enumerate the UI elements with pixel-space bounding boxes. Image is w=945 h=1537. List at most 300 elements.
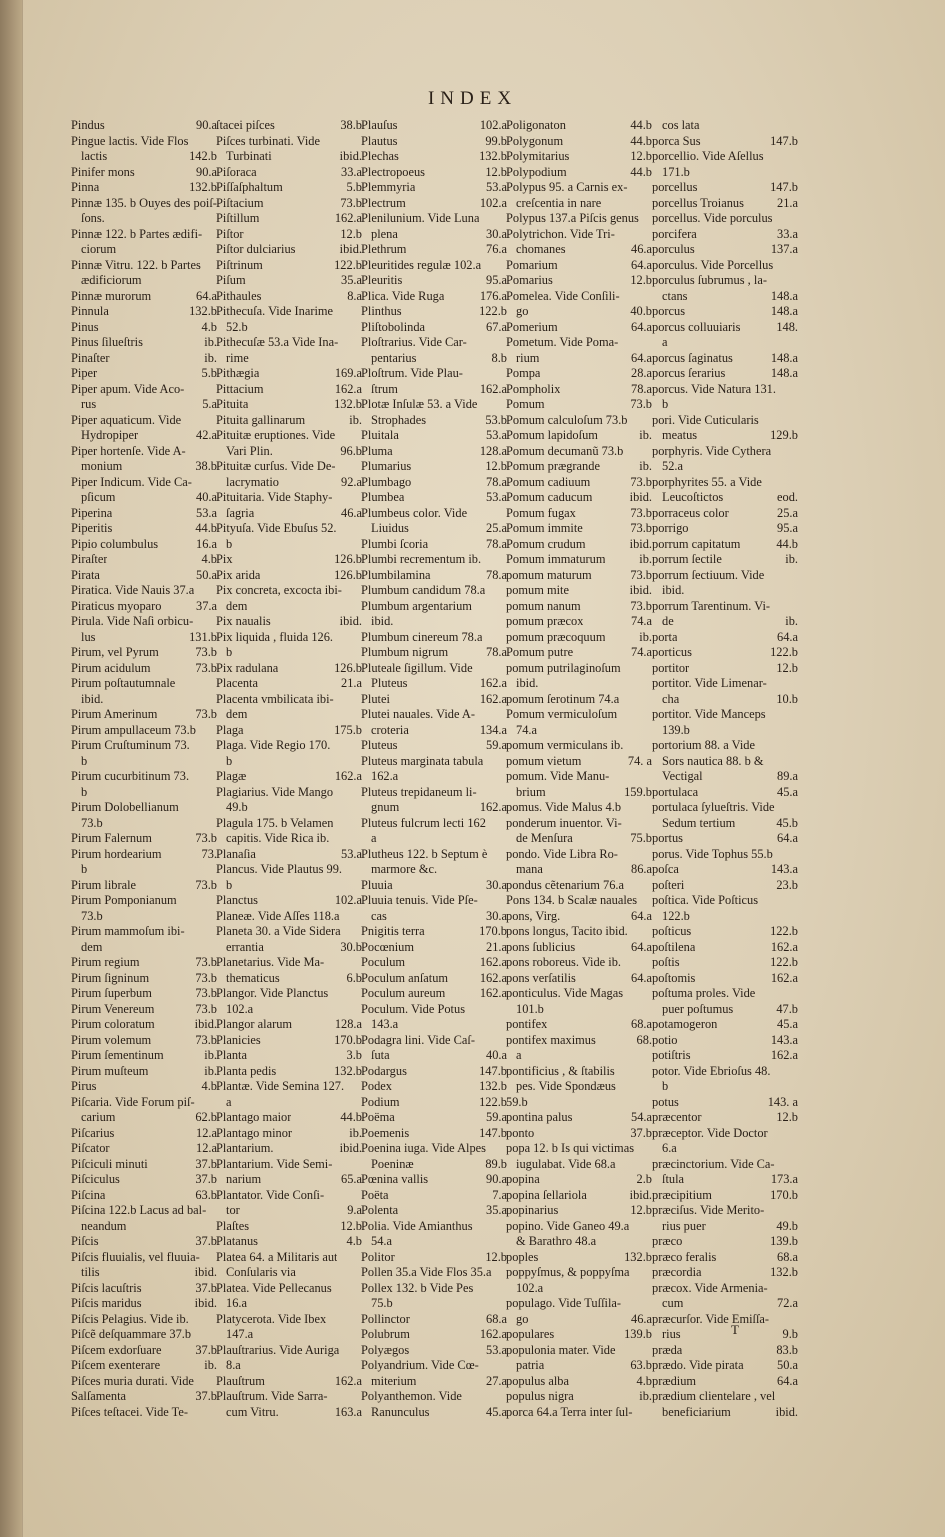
index-entry bbox=[71, 692, 217, 708]
entry-reference: 38.b bbox=[340, 118, 362, 132]
entry-reference: 5.b bbox=[201, 366, 217, 380]
entry-term: portus bbox=[652, 831, 683, 845]
entry-term: Plumbum nigrum bbox=[361, 645, 449, 659]
index-entry bbox=[216, 459, 362, 475]
index-entry bbox=[216, 1126, 362, 1142]
entry-term: porcus. Vide Natura 131. bbox=[652, 381, 776, 396]
entry-term: & Barathro 48.a bbox=[516, 1234, 597, 1248]
entry-term: Pluteus trepidaneum li- bbox=[361, 784, 477, 799]
entry-term: Polytrichon. Vide Tri- bbox=[506, 226, 615, 241]
entry-reference: ibid. bbox=[339, 149, 362, 163]
entry-term: præciſus. Vide Merito- bbox=[652, 1203, 765, 1217]
index-entry bbox=[71, 428, 217, 444]
index-entry bbox=[652, 754, 798, 770]
entry-term: Piſcator bbox=[71, 1141, 110, 1155]
entry-reference: ib. bbox=[204, 1063, 217, 1078]
entry-reference: 96.b bbox=[340, 443, 362, 458]
index-entry bbox=[216, 444, 362, 460]
entry-reference: 122.b bbox=[770, 645, 798, 659]
index-entry bbox=[71, 351, 217, 367]
entry-term: Plancus. Vide Plautus 99. bbox=[216, 862, 343, 876]
index-entry bbox=[652, 924, 798, 940]
entry-reference: 8.b bbox=[491, 350, 507, 365]
entry-term: Plauſus bbox=[361, 118, 398, 132]
entry-term: porcus ſaginatus bbox=[652, 350, 733, 365]
entry-term: carium bbox=[81, 1110, 116, 1124]
entry-reference: 53.a bbox=[486, 180, 507, 194]
entry-reference: 73.b bbox=[630, 397, 652, 411]
entry-term: pentarius bbox=[371, 350, 417, 365]
entry-term: popinarius bbox=[506, 1203, 559, 1217]
entry-term: Pinnæ 135. b Ouyes des poiſ- bbox=[71, 195, 217, 210]
entry-reference: 143.a bbox=[770, 1032, 798, 1047]
page-header: INDEX bbox=[427, 88, 518, 109]
index-entry bbox=[71, 847, 217, 863]
entry-reference: 4.b bbox=[201, 319, 217, 334]
index-entry bbox=[216, 816, 362, 832]
entry-term: Pithecuſa. Vide Inarime bbox=[216, 304, 334, 318]
index-entry bbox=[652, 1250, 798, 1266]
entry-term: poſticus bbox=[652, 924, 692, 938]
entry-reference: 33.a bbox=[777, 226, 798, 241]
entry-term: poples bbox=[506, 1249, 539, 1264]
index-entry bbox=[361, 459, 507, 475]
entry-reference: ib. bbox=[204, 350, 217, 365]
index-entry bbox=[71, 180, 217, 196]
index-entry bbox=[71, 583, 217, 599]
entry-term: croteria bbox=[371, 722, 409, 737]
index-entry bbox=[506, 351, 652, 367]
entry-term: capitis. Vide Rica ib. bbox=[226, 831, 330, 845]
entry-reference: 50.a bbox=[777, 1358, 798, 1372]
entry-term: Piſtor dulciarius bbox=[216, 242, 296, 256]
entry-term: Piraſter bbox=[71, 552, 108, 566]
index-entry bbox=[652, 1079, 798, 1095]
entry-reference: 6.b bbox=[346, 970, 362, 985]
entry-reference: 12.b bbox=[340, 226, 362, 241]
entry-term: errantia bbox=[226, 939, 264, 954]
index-entry bbox=[652, 1017, 798, 1033]
entry-term: pondo. Vide Libra Ro- bbox=[506, 846, 618, 861]
index-entry bbox=[361, 428, 507, 444]
entry-reference: 45.a bbox=[486, 1404, 507, 1419]
entry-term: Pollinctor bbox=[361, 1311, 410, 1326]
entry-term: Pirum librale bbox=[71, 877, 137, 892]
entry-term: porphyrites 55. a Vide bbox=[652, 474, 762, 489]
index-entry bbox=[652, 273, 798, 289]
index-entry bbox=[71, 754, 217, 770]
entry-reference: 162.a bbox=[479, 1327, 507, 1341]
entry-term: poſtilena bbox=[652, 939, 696, 954]
index-entry bbox=[506, 506, 652, 522]
index-entry bbox=[216, 1250, 362, 1266]
index-entry bbox=[361, 1141, 507, 1157]
index-entry bbox=[216, 227, 362, 243]
entry-reference: 162.a bbox=[770, 939, 798, 954]
index-entry bbox=[506, 1405, 652, 1421]
entry-term: Piſcaria. Vide Forum piſ- bbox=[71, 1094, 195, 1109]
entry-term: b bbox=[226, 645, 233, 659]
entry-term: Pix radulana bbox=[216, 660, 279, 675]
entry-reference: 73.b bbox=[630, 567, 652, 582]
entry-term: pons, Virg. bbox=[506, 908, 561, 923]
entry-term: 139.b bbox=[662, 722, 690, 737]
index-entry bbox=[506, 227, 652, 243]
entry-reference: 142.b bbox=[189, 149, 217, 163]
index-entry bbox=[506, 1079, 652, 1095]
entry-reference: 75.b bbox=[630, 831, 652, 845]
index-entry bbox=[71, 506, 217, 522]
entry-term: rime bbox=[226, 350, 249, 365]
index-entry bbox=[361, 1079, 507, 1095]
index-entry bbox=[216, 1188, 362, 1204]
entry-term: Plectropoeus bbox=[361, 164, 426, 179]
entry-term: Podagra lini. Vide Caſ- bbox=[361, 1032, 475, 1047]
entry-term: porta bbox=[652, 629, 678, 644]
entry-term: Pons 134. b Scalæ nauales bbox=[506, 893, 638, 907]
entry-term: Pirum Venereum bbox=[71, 1001, 155, 1016]
entry-term: Pinaſter bbox=[71, 350, 110, 365]
entry-reference: 128.a bbox=[479, 443, 507, 458]
entry-reference: 128.a bbox=[334, 1017, 362, 1031]
entry-reference: 44.b bbox=[630, 133, 652, 148]
index-entry bbox=[361, 800, 507, 816]
entry-term: Plinthus bbox=[361, 304, 402, 318]
index-entry bbox=[216, 692, 362, 708]
entry-reference: 92.a bbox=[341, 474, 362, 489]
index-entry bbox=[71, 1203, 217, 1219]
index-entry bbox=[71, 630, 217, 646]
index-entry bbox=[361, 475, 507, 491]
index-entry bbox=[506, 475, 652, 491]
entry-term: Placenta vmbilicata ibi- bbox=[216, 691, 334, 706]
entry-reference: 143. a bbox=[767, 1094, 798, 1109]
index-entry bbox=[361, 1157, 507, 1173]
index-entry bbox=[506, 1265, 652, 1281]
entry-term: populonia mater. Vide bbox=[506, 1342, 616, 1357]
index-entry bbox=[652, 180, 798, 196]
index-entry bbox=[652, 366, 798, 382]
entry-reference: ibid. bbox=[629, 1187, 652, 1202]
entry-term: Pirum Falernum bbox=[71, 831, 152, 845]
entry-term: 59.b bbox=[506, 1094, 528, 1109]
index-entry bbox=[71, 1389, 217, 1405]
index-entry bbox=[71, 738, 217, 754]
entry-term: neandum bbox=[81, 1218, 127, 1233]
entry-term: Piſſaſphaltum bbox=[216, 180, 283, 194]
index-column-4 bbox=[506, 118, 652, 1420]
entry-reference: 47.b bbox=[776, 1001, 798, 1016]
index-entry bbox=[506, 1095, 652, 1111]
entry-term: Pomerium bbox=[506, 319, 558, 334]
index-entry bbox=[71, 661, 217, 677]
entry-term: a bbox=[226, 1094, 232, 1109]
entry-term: Pomarium bbox=[506, 257, 558, 272]
entry-term: Ploſtrum. Vide Plau- bbox=[361, 366, 463, 380]
index-entry bbox=[652, 1172, 798, 1188]
index-entry bbox=[71, 258, 217, 274]
index-entry bbox=[71, 1265, 217, 1281]
index-entry bbox=[361, 304, 507, 320]
entry-term: ciorum bbox=[81, 242, 117, 256]
entry-reference: 95.a bbox=[486, 273, 507, 287]
index-entry bbox=[216, 707, 362, 723]
entry-reference: 27.a bbox=[486, 1373, 507, 1388]
index-entry bbox=[216, 196, 362, 212]
index-entry bbox=[361, 1374, 507, 1390]
entry-reference: ib. bbox=[639, 1389, 652, 1403]
index-entry bbox=[71, 893, 217, 909]
entry-reference: 53.a bbox=[196, 505, 217, 520]
entry-term: pomum præcoquum bbox=[506, 629, 606, 644]
index-entry bbox=[71, 537, 217, 553]
entry-term: pontifex maximus bbox=[506, 1032, 596, 1047]
entry-term: rus bbox=[81, 397, 97, 411]
entry-term: ibid. bbox=[516, 676, 539, 690]
entry-term: portitor. Vide Manceps bbox=[652, 707, 766, 721]
index-entry bbox=[506, 428, 652, 444]
index-entry bbox=[506, 924, 652, 940]
entry-term: Pix bbox=[216, 552, 233, 566]
index-entry bbox=[506, 1048, 652, 1064]
entry-reference: 162.a bbox=[479, 800, 507, 814]
entry-reference: 42.a bbox=[196, 428, 217, 442]
index-entry bbox=[652, 1110, 798, 1126]
index-entry bbox=[71, 196, 217, 212]
index-entry bbox=[361, 118, 507, 134]
entry-term: Plumbilamina bbox=[361, 567, 431, 582]
index-entry bbox=[361, 1203, 507, 1219]
entry-reference: 73.b bbox=[195, 1001, 217, 1016]
entry-reference: 21.a bbox=[341, 676, 362, 690]
entry-reference: 163.a bbox=[334, 1404, 362, 1419]
index-entry bbox=[652, 211, 798, 227]
entry-reference: ib. bbox=[639, 428, 652, 442]
entry-term: Pocœnium bbox=[361, 939, 415, 954]
entry-reference: 73.b bbox=[195, 986, 217, 1000]
entry-term: Platycerota. Vide Ibex bbox=[216, 1311, 327, 1326]
entry-term: 143.a bbox=[371, 1017, 399, 1031]
index-entry bbox=[71, 599, 217, 615]
entry-reference: 72.a bbox=[777, 1296, 798, 1310]
index-entry bbox=[506, 645, 652, 661]
entry-reference: 12.b bbox=[630, 273, 652, 287]
entry-term: Pinna bbox=[71, 180, 100, 194]
entry-term: præcentor bbox=[652, 1110, 702, 1124]
entry-reference: 68. bbox=[636, 1032, 652, 1047]
entry-reference: 89.b bbox=[485, 1156, 507, 1171]
index-entry bbox=[216, 1358, 362, 1374]
index-entry bbox=[361, 955, 507, 971]
entry-term: Poenina iuga. Vide Alpes bbox=[361, 1141, 486, 1155]
entry-term: porticus bbox=[652, 645, 692, 659]
entry-term: Poëma bbox=[361, 1110, 395, 1124]
entry-term: ponticulus. Vide Magas bbox=[506, 986, 624, 1000]
entry-term: Piſcis Pelagius. Vide ib. bbox=[71, 1311, 189, 1326]
index-entry bbox=[216, 304, 362, 320]
entry-term: 171.b bbox=[662, 164, 690, 179]
index-entry bbox=[361, 568, 507, 584]
entry-reference: 37.b bbox=[195, 1156, 217, 1171]
entry-reference: 134.a bbox=[479, 722, 507, 737]
index-entry bbox=[506, 1126, 652, 1142]
index-entry bbox=[216, 134, 362, 150]
entry-reference: 73.b bbox=[630, 521, 652, 535]
index-entry bbox=[506, 118, 652, 134]
entry-term: portitor. Vide Limenar- bbox=[652, 676, 767, 690]
index-entry bbox=[652, 304, 798, 320]
index-entry bbox=[506, 320, 652, 336]
entry-term: Pingue lactis. Vide Flos bbox=[71, 133, 189, 148]
index-entry bbox=[652, 816, 798, 832]
entry-reference: 162.a bbox=[479, 970, 507, 985]
entry-reference: ib. bbox=[349, 1125, 362, 1140]
entry-term: Pituita bbox=[216, 397, 249, 411]
entry-reference: 64.a bbox=[631, 257, 652, 272]
entry-term: Plumbi recrementum ib. bbox=[361, 552, 482, 566]
index-entry bbox=[216, 800, 362, 816]
index-entry bbox=[361, 909, 507, 925]
entry-reference: 12.b bbox=[485, 459, 507, 473]
entry-term: Piſces teſtacei. Vide Te- bbox=[71, 1404, 188, 1419]
entry-reference: 131.b bbox=[189, 629, 217, 644]
index-entry bbox=[216, 1017, 362, 1033]
entry-term: ſtrum bbox=[371, 381, 398, 396]
index-entry bbox=[652, 428, 798, 444]
entry-term: potiſtris bbox=[652, 1048, 691, 1062]
index-entry bbox=[71, 785, 217, 801]
entry-term: Piſtor bbox=[216, 226, 244, 241]
index-entry bbox=[506, 583, 652, 599]
entry-term: Piſtacium bbox=[216, 195, 264, 210]
entry-term: pomum vietum bbox=[506, 753, 582, 768]
index-entry bbox=[506, 862, 652, 878]
index-entry bbox=[216, 909, 362, 925]
entry-term: Pittacium bbox=[216, 381, 264, 396]
entry-reference: 30.b bbox=[340, 939, 362, 954]
index-entry bbox=[652, 1157, 798, 1173]
entry-term: Ploſtrarius. Vide Car- bbox=[361, 335, 467, 349]
index-entry bbox=[216, 785, 362, 801]
entry-reference: 126.b bbox=[334, 660, 362, 675]
entry-reference: 122.b bbox=[770, 955, 798, 969]
entry-term: Pirum mammoſum ibi- bbox=[71, 924, 185, 938]
entry-reference: 4.b bbox=[636, 1373, 652, 1388]
index-entry bbox=[506, 258, 652, 274]
index-entry bbox=[506, 1157, 652, 1173]
entry-reference: 73.b bbox=[340, 195, 362, 210]
entry-term: de Menſura bbox=[516, 831, 573, 845]
entry-reference: 9.a bbox=[347, 1203, 362, 1217]
index-entry bbox=[506, 785, 652, 801]
entry-term: Planicies bbox=[216, 1032, 261, 1047]
entry-term: Podargus bbox=[361, 1063, 407, 1078]
index-entry bbox=[216, 118, 362, 134]
index-entry bbox=[71, 289, 217, 305]
entry-term: Pluma bbox=[361, 443, 393, 458]
entry-term: Pomum immite bbox=[506, 521, 583, 535]
entry-term: Pirum volemum bbox=[71, 1032, 152, 1047]
index-entry bbox=[652, 723, 798, 739]
entry-term: Plumbum candidum 78.a bbox=[361, 583, 486, 597]
entry-term: dem bbox=[226, 707, 248, 721]
entry-reference: 139.b bbox=[624, 1327, 652, 1341]
index-entry bbox=[71, 614, 217, 630]
entry-term: Pinnula bbox=[71, 304, 109, 318]
index-entry bbox=[216, 924, 362, 940]
entry-term: Pirum ſigninum bbox=[71, 970, 150, 985]
entry-reference: 4.b bbox=[201, 552, 217, 566]
index-entry bbox=[216, 583, 362, 599]
entry-term: Pollex 132. b Vide Pes bbox=[361, 1280, 474, 1295]
index-entry bbox=[71, 273, 217, 289]
index-entry bbox=[361, 397, 507, 413]
entry-term: Polypodium bbox=[506, 164, 567, 179]
entry-term: populus alba bbox=[506, 1373, 569, 1388]
index-entry bbox=[216, 661, 362, 677]
index-entry bbox=[216, 1281, 362, 1297]
entry-term: Pirum ampullaceum 73.b bbox=[71, 722, 196, 737]
index-entry bbox=[216, 1064, 362, 1080]
entry-reference: ibid. bbox=[194, 1296, 217, 1310]
entry-term: mana bbox=[516, 862, 543, 876]
entry-reference: 132.b bbox=[479, 149, 507, 163]
entry-term: Piſoraca bbox=[216, 164, 257, 179]
index-entry bbox=[361, 227, 507, 243]
entry-term: Pomum immaturum bbox=[506, 552, 606, 566]
index-entry bbox=[652, 645, 798, 661]
index-entry bbox=[71, 1296, 217, 1312]
entry-reference: 129.b bbox=[770, 428, 798, 442]
entry-term: Plautus bbox=[361, 133, 398, 148]
index-entry bbox=[361, 1281, 507, 1297]
entry-term: porculus bbox=[652, 242, 695, 256]
index-entry bbox=[506, 242, 652, 258]
index-entry bbox=[506, 831, 652, 847]
entry-term: b bbox=[226, 536, 233, 551]
entry-term: ibid. bbox=[81, 691, 104, 706]
entry-reference: 63.b bbox=[630, 1358, 652, 1372]
index-entry bbox=[361, 754, 507, 770]
index-entry bbox=[652, 986, 798, 1002]
entry-reference: 12.a bbox=[196, 1141, 217, 1155]
index-entry bbox=[361, 258, 507, 274]
index-entry bbox=[71, 1141, 217, 1157]
entry-reference: 3.b bbox=[346, 1048, 362, 1062]
index-entry bbox=[71, 1110, 217, 1126]
entry-term: Plemmyria bbox=[361, 180, 416, 194]
entry-term: b bbox=[81, 753, 88, 768]
entry-reference: 59.a bbox=[486, 1110, 507, 1124]
index-entry bbox=[361, 552, 507, 568]
entry-term: Piſcarius bbox=[71, 1125, 115, 1140]
entry-reference: 21.a bbox=[486, 939, 507, 954]
index-entry bbox=[71, 552, 217, 568]
entry-term: populus nigra bbox=[506, 1389, 574, 1403]
index-entry bbox=[506, 878, 652, 894]
entry-term: porcellus. Vide porculus bbox=[652, 211, 773, 225]
index-entry bbox=[652, 955, 798, 971]
entry-reference: 10.b bbox=[776, 691, 798, 706]
index-entry bbox=[216, 1141, 362, 1157]
entry-term: Pirata bbox=[71, 567, 100, 582]
index-entry bbox=[71, 862, 217, 878]
entry-term: Conſularis via bbox=[226, 1265, 296, 1279]
index-entry bbox=[652, 676, 798, 692]
index-entry bbox=[216, 1203, 362, 1219]
entry-reference: 64.a bbox=[631, 908, 652, 923]
index-entry bbox=[216, 506, 362, 522]
